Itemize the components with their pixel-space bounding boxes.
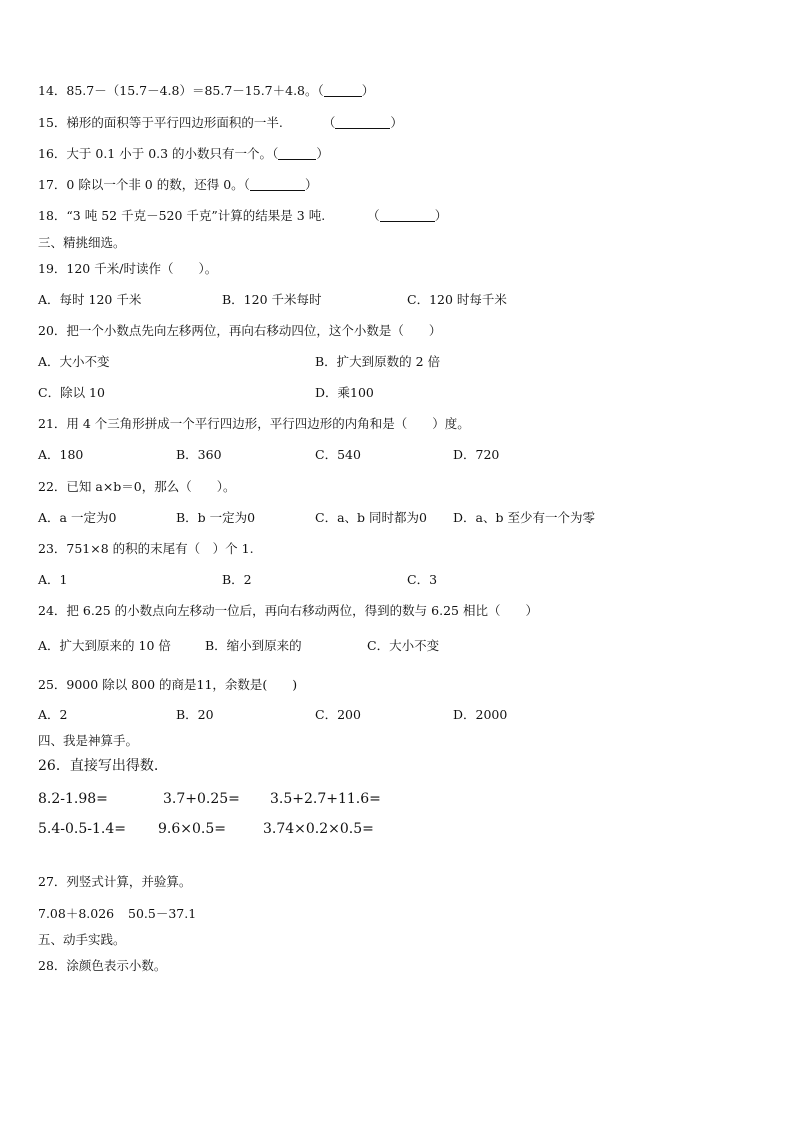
section-heading-4: 四、我是神算手。 — [38, 733, 139, 748]
expression: 3.7+0.25= — [163, 791, 240, 807]
option-d[interactable]: D．2000 — [453, 707, 508, 722]
question-25 — [38, 677, 297, 693]
question-text: 把一个小数点先向左移两位，再向右移动四位，这个小数是（ ） — [66, 323, 442, 338]
question-number: 18． — [38, 208, 67, 223]
question-number: 20． — [38, 323, 67, 338]
question-text: 梯形的面积等于平行四边形面积的一半. — [66, 115, 283, 130]
option-a[interactable]: A．扩大到原来的 10 倍 — [38, 638, 171, 653]
expression: 9.6×0.5= — [158, 821, 226, 837]
expression: 7.08＋8.026 — [38, 906, 115, 921]
question-text: 120 千米/时读作（ ）。 — [66, 261, 218, 276]
option-a[interactable]: A．2 — [38, 707, 68, 722]
question-number: 25． — [38, 677, 67, 692]
option-b[interactable]: B．b 一定为0 — [176, 510, 256, 525]
question-text: 把 6.25 的小数点向左移动一位后，再向右移动两位，得到的数与 6.25 相比（ ） — [66, 603, 538, 618]
option-b[interactable]: B．120 千米每时 — [222, 292, 322, 307]
question-number: 15． — [38, 115, 67, 130]
expression: 8.2-1.98= — [38, 791, 108, 807]
option-a[interactable]: A．a 一定为0 — [38, 510, 117, 525]
question-17: 17．0 除以一个非 0 的数，还得 0。（ ） — [38, 177, 318, 192]
option-b[interactable]: B．2 — [222, 572, 252, 587]
question-text: 0 除以一个非 0 的数，还得 0。 — [66, 177, 244, 192]
option-d[interactable]: D．720 — [453, 447, 500, 462]
question-16: 16．大于 0.1 小于 0.3 的小数只有一个。（ ） — [38, 146, 329, 161]
question-number: 22． — [38, 479, 67, 494]
option-d[interactable]: D．a、b 至少有一个为零 — [453, 510, 595, 525]
question-26 — [38, 758, 158, 774]
expression: 3.5+2.7+11.6= — [270, 791, 381, 807]
question-text: 列竖式计算，并验算。 — [66, 874, 192, 889]
option-a[interactable]: A．每时 120 千米 — [38, 292, 142, 307]
answer-blank[interactable] — [250, 178, 305, 191]
question-text: 已知 a×b＝0，那么（ ）。 — [66, 479, 236, 494]
expression: 5.4-0.5-1.4= — [38, 821, 126, 837]
question-number: 19． — [38, 261, 67, 276]
question-21 — [38, 416, 470, 432]
question-19 — [38, 261, 217, 277]
question-27 — [38, 874, 191, 890]
question-text: 9000 除以 800 的商是11，余数是( ) — [66, 677, 298, 692]
question-23 — [38, 541, 254, 557]
option-a[interactable]: A．大小不变 — [38, 354, 110, 369]
question-text: “3 吨 52 千克－520 千克”计算的结果是 3 吨. — [66, 208, 326, 223]
option-d[interactable]: D．乘100 — [315, 385, 374, 400]
option-c[interactable]: C．540 — [315, 447, 361, 462]
section-heading-3: 三、精挑细选。 — [38, 235, 126, 250]
question-number: 28． — [38, 958, 67, 973]
question-number: 27． — [38, 874, 67, 889]
question-number: 26． — [38, 758, 70, 774]
question-22 — [38, 479, 236, 495]
section-heading-5: 五、动手实践。 — [38, 932, 126, 947]
option-c[interactable]: C．大小不变 — [367, 638, 440, 653]
question-14: 14．85.7－（15.7－4.8）＝85.7－15.7＋4.8。（ ） — [38, 83, 375, 98]
question-number: 21． — [38, 416, 67, 431]
expression: 50.5－37.1 — [128, 906, 197, 921]
question-text: 用 4 个三角形拼成一个平行四边形，平行四边形的内角和是（ ）度。 — [66, 416, 470, 431]
option-c[interactable]: C．200 — [315, 707, 361, 722]
question-number: 23． — [38, 541, 67, 556]
question-number: 16． — [38, 146, 67, 161]
answer-blank[interactable] — [278, 147, 316, 160]
answer-blank[interactable] — [380, 209, 435, 222]
answer-blank[interactable] — [324, 84, 362, 97]
option-a[interactable]: A．1 — [38, 572, 68, 587]
question-18: 18．“3 吨 52 千克－520 千克”计算的结果是 3 吨. （ ） — [38, 208, 448, 223]
question-text: 85.7－（15.7－4.8）＝85.7－15.7＋4.8。 — [66, 83, 318, 98]
question-24 — [38, 603, 538, 619]
question-text: 大于 0.1 小于 0.3 的小数只有一个。 — [66, 146, 273, 161]
question-15: 15．梯形的面积等于平行四边形面积的一半. （ ） — [38, 115, 403, 130]
option-b[interactable]: B．20 — [176, 707, 214, 722]
question-number: 17． — [38, 177, 67, 192]
question-number: 24． — [38, 603, 67, 618]
expression: 3.74×0.2×0.5= — [263, 821, 374, 837]
option-b[interactable]: B．360 — [176, 447, 222, 462]
question-text: 涂颜色表示小数。 — [66, 958, 167, 973]
question-number: 14． — [38, 83, 67, 98]
option-b[interactable]: B．缩小到原来的 — [205, 638, 302, 653]
question-28 — [38, 958, 166, 974]
answer-blank[interactable] — [335, 116, 390, 129]
question-20 — [38, 323, 441, 339]
option-c[interactable]: C．a、b 同时都为0 — [315, 510, 427, 525]
option-a[interactable]: A．180 — [38, 447, 84, 462]
question-text: 751×8 的积的末尾有（ ）个 1. — [66, 541, 254, 556]
question-text: 直接写出得数. — [69, 758, 159, 774]
option-b[interactable]: B．扩大到原数的 2 倍 — [315, 354, 441, 369]
option-c[interactable]: C．120 时每千米 — [407, 292, 507, 307]
option-c[interactable]: C．3 — [407, 572, 438, 587]
option-c[interactable]: C．除以 10 — [38, 385, 105, 400]
